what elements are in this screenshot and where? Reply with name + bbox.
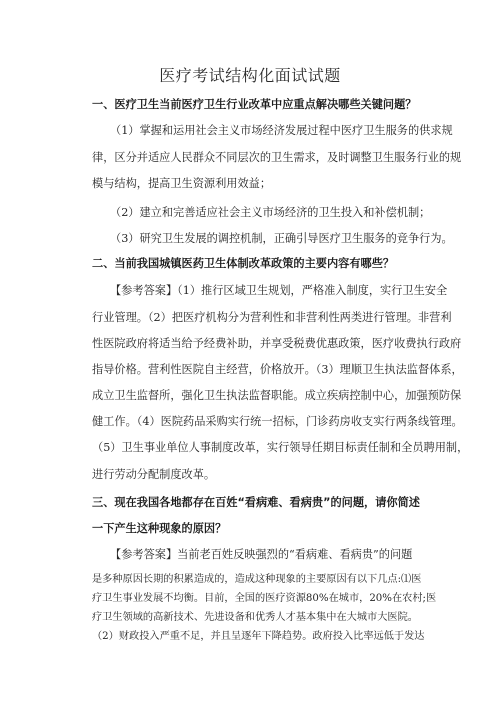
question-3-heading: 三、现在我国各地都存在百姓“看病难、看病贵”的问题，请你简述 — [92, 496, 420, 509]
paragraph-line: （1）掌握和运用社会主义市场经济发展过程中医疗卫生服务的供求规 — [110, 124, 453, 137]
paragraph-line: 【参考答案】（1）推行区域卫生规划，严格准入制度，实行卫生安全 — [110, 284, 448, 297]
paragraph-line: 律，区分并适应人民群众不同层次的卫生需求，及时调整卫生服务行业的规 — [92, 151, 462, 164]
paragraph-line: 进行劳动分配制度改革。 — [92, 468, 216, 481]
paragraph-line: （2）财政投入严重不足，并且呈逐年下降趋势。政府投入比率远低于发达 — [92, 631, 425, 642]
question-2-heading: 二、当前我国城镇医药卫生体制改革政策的主要内容有哪些？ — [92, 257, 395, 270]
question-3-heading-continued: 一下产生这种现象的原因？ — [92, 522, 227, 535]
paragraph-line: 疗卫生事业发展不均衡。目前，全国的医疗资源80%在城市，20%在农村;医 — [92, 593, 437, 604]
question-1-heading: 一、医疗卫生当前医疗卫生行业改革中应重点解决哪些关键问题？ — [92, 98, 417, 111]
paragraph-line: 健工作。（4）医院药品采购实行统一招标，门诊药房收支实行两条线管理。 — [92, 415, 463, 428]
paragraph-line: 行业管理。（2）把医疗机构分为营利性和非营利性两类进行管理。非营利 — [92, 311, 452, 324]
paragraph-line: （3）研究卫生发展的调控机制，正确引导医疗卫生服务的竞争行为。 — [110, 232, 453, 245]
paragraph-line: 是多种原因长期的积累造成的，造成这种现象的主要原因有以下几点:⑴医 — [92, 574, 422, 585]
paragraph-line: 指导价格。营利性医院自主经营，价格放开。（3）理顺卫生执法监督体系， — [92, 363, 463, 376]
paragraph-line: 【参考答案】当前老百姓反映强烈的“看病难、看病贵”的问题 — [110, 548, 413, 561]
paragraph-line: 模与结构，提高卫生资源利用效益； — [92, 177, 272, 190]
paragraph-line: 性医院政府将适当给予经费补助，并享受税费优惠政策，医疗收费执行政府 — [92, 337, 462, 350]
paragraph-line: （2）建立和完善适应社会主义市场经济的卫生投入和补偿机制； — [110, 206, 431, 219]
document-title: 医疗考试结构化面试试题 — [159, 66, 341, 85]
paragraph-line: （5）卫生事业单位人事制度改革，实行领导任期目标责任制和全员聘用制， — [92, 441, 469, 454]
paragraph-line: 疗卫生领域的高新技术、先进设备和优秀人才基本集中在大城市大医院。 — [92, 612, 418, 623]
paragraph-line: 成立卫生监督所，强化卫生执法监督职能。成立疾病控制中心，加强预防保 — [92, 389, 462, 402]
